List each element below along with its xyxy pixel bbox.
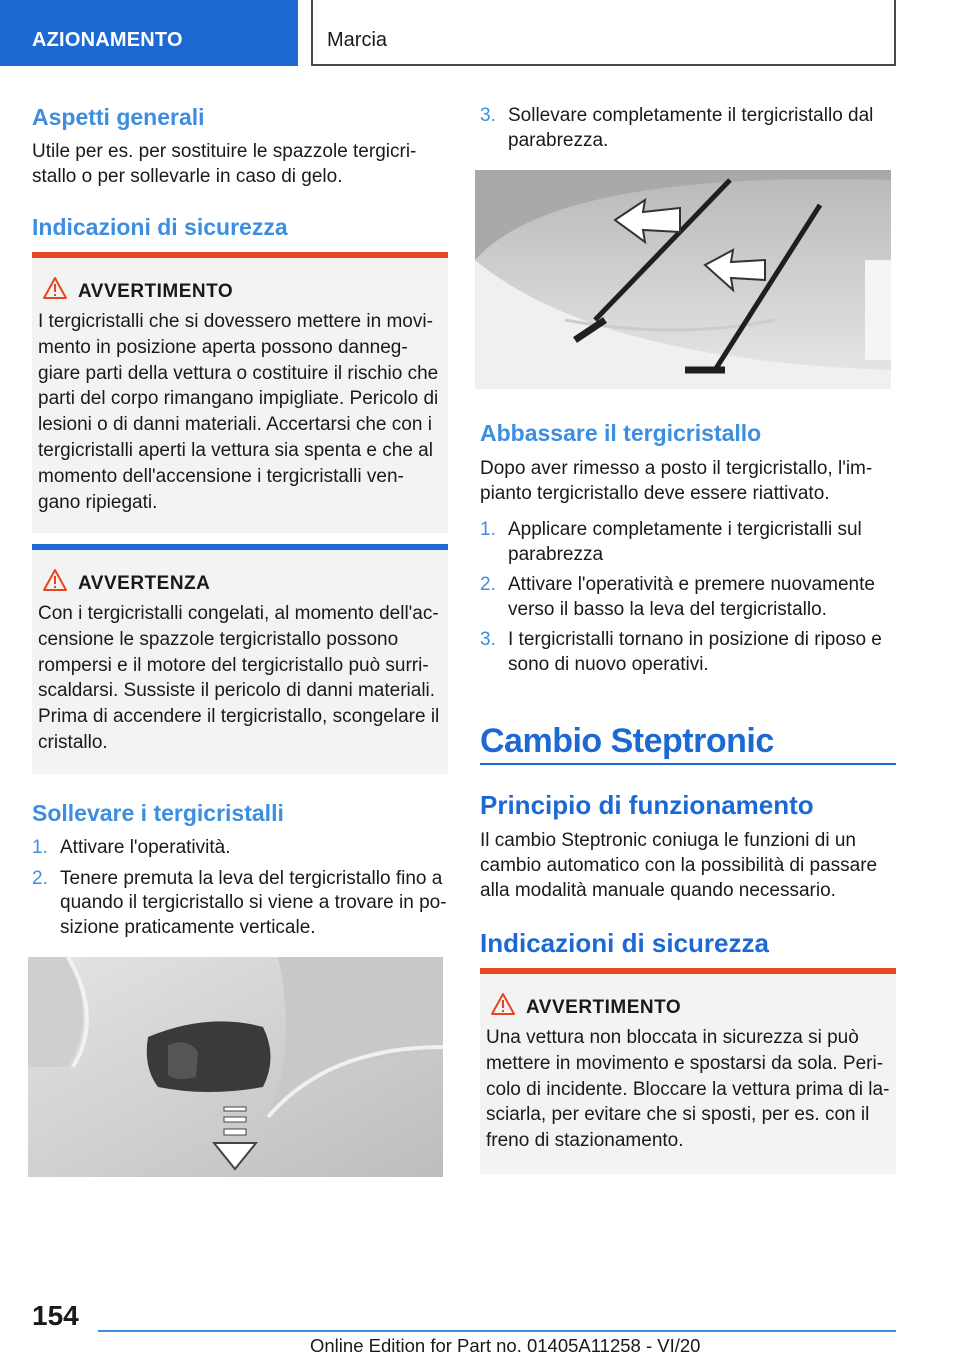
heading-sicurezza-2: Indicazioni di sicurezza <box>480 928 769 958</box>
notice-box <box>32 544 448 774</box>
wiper-lever-illustration <box>28 957 443 1177</box>
heading-principio: Principio di funzionamento <box>480 790 814 820</box>
footer-edition: Online Edition for Part no. 01405A11258 - VI/20 <box>310 1335 701 1356</box>
heading-cambio-steptronic: Cambio Steptronic <box>480 722 774 760</box>
warning-box-1 <box>32 252 448 533</box>
warning-2-text: Una vettura non bloccata in sicurezza si può mettere in movimento e spostarsi da sola. Peri-colo di incidente. Bloccare la vettura prima di la-sciarla, per evitare che si sposti, per es. con il freno di stazionamento. <box>486 1027 890 1152</box>
list-item: 1. Attivare l'operatività. <box>32 837 231 858</box>
warning-box-2 <box>480 968 896 1174</box>
warning-triangle-icon <box>42 568 68 592</box>
sollevare-steps <box>32 836 448 946</box>
chapter-tab <box>311 0 896 66</box>
warning-triangle-icon <box>42 276 68 300</box>
notice-text: Con i tergicristalli congelati, al momento dell'ac-censione le spazzole tergicristallo possono rompersi e il motore del tergicristallo può surri-scaldarsi. Sussiste il pericolo di danni materiali. Prima di accendere il tergicristallo, scongelare il cristallo. <box>38 603 440 753</box>
warning-1-text: I tergicristalli che si dovessero mettere in movi-mento in posizione aperta possono danneg-giare parti della vettura o costituire il rischio che parti del corpo rimangano impigliate. Pericolo di lesioni o di danni materiali. Accertarsi che con i tergicristalli aperti la vettura sia spenta e che al momento dell'accensione i tergicristalli ven-gano ripiegati. <box>38 311 439 513</box>
list-item: 3. I tergicristalli tornano in posizione di riposo e sono di nuovo operativi. <box>480 629 882 675</box>
list-item: 1. Applicare completamente i tergicristalli sul parabrezza <box>480 519 862 565</box>
page-number: 154 <box>32 1300 79 1331</box>
heading-abbassare: Abbassare il tergicristallo <box>480 420 762 446</box>
section-tab <box>0 0 298 66</box>
list-item: 2. Attivare l'operatività e premere nuovamente verso il basso la leva del tergicristallo. <box>480 574 875 620</box>
warning-2-title: AVVERTIMENTO <box>526 997 682 1018</box>
windshield-wipers-illustration <box>475 170 891 389</box>
heading-aspetti-generali: Aspetti generali <box>32 104 205 130</box>
list-item: 3. Sollevare completamente il tergicristallo dal parabrezza. <box>480 105 874 151</box>
section-title: AZIONAMENTO <box>32 29 183 51</box>
heading-sicurezza-1: Indicazioni di sicurezza <box>32 214 288 240</box>
sollevare-steps-cont <box>480 104 896 159</box>
warning-triangle-icon <box>490 992 516 1016</box>
principio-text: Il cambio Steptronic coniuga le funzioni di un cambio automatico con la possibilità di passare alla modalità manuale quando necessario. <box>480 830 878 901</box>
heading-rule <box>480 763 896 765</box>
abbassare-steps <box>480 518 896 683</box>
footer-rule <box>98 1330 896 1332</box>
notice-title: AVVERTENZA <box>78 573 211 594</box>
list-item: 2. Tenere premuta la leva del tergicristallo fino a quando il tergicristallo si viene a trovare in po-sizione praticamente verticale. <box>32 867 447 938</box>
warning-1-title: AVVERTIMENTO <box>78 281 234 302</box>
aspetti-text: Utile per es. per sostituire le spazzole tergicri-stallo o per sollevarle in caso di gelo. <box>32 141 417 187</box>
heading-sollevare: Sollevare i tergicristalli <box>32 800 284 826</box>
abbassare-text: Dopo aver rimesso a posto il tergicristallo, l'im-pianto tergicristallo deve essere riattivato. <box>480 458 873 504</box>
chapter-title: Marcia <box>327 29 388 51</box>
